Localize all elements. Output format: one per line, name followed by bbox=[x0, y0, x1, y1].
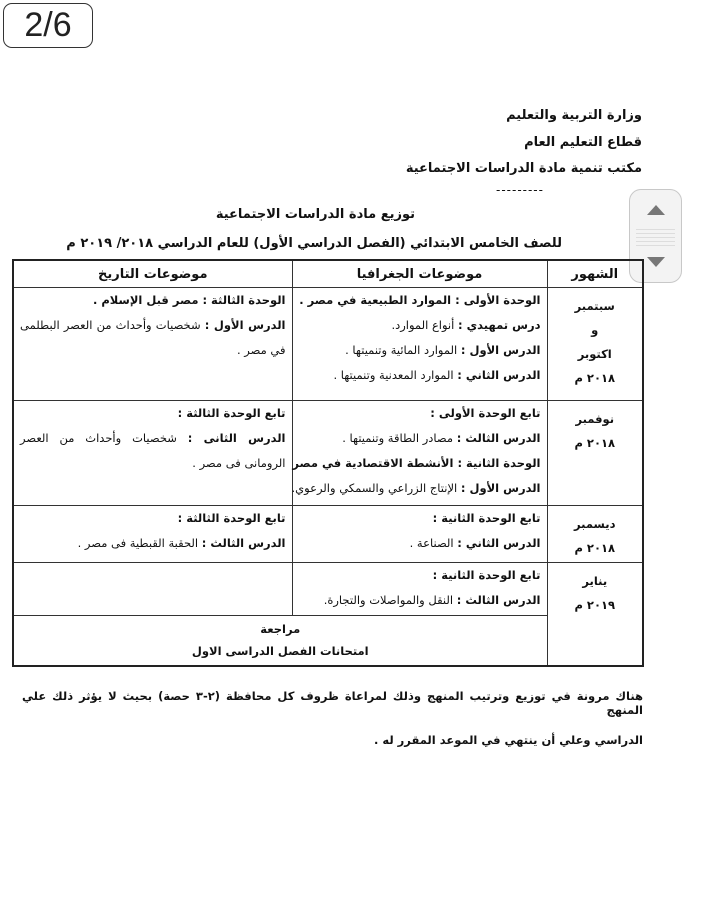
list-item: الدرس الثاني : الموارد المعدنية وتنميتها . bbox=[333, 368, 541, 382]
list-item: الدرس الأول : الموارد المائية وتنميتها . bbox=[345, 343, 541, 357]
document-subtitle: للصف الخامس الابتدائي (الفصل الدراسي الأول) للعام الدراسي ٢٠١٨/ ٢٠١٩ م bbox=[66, 236, 562, 251]
office-name: مكتب تنمية مادة الدراسات الاجتماعية bbox=[405, 161, 642, 176]
scroll-up-button[interactable] bbox=[630, 194, 681, 226]
geography-cell bbox=[292, 506, 547, 563]
list-item: الدرس الثاني : الصناعة . bbox=[409, 536, 541, 550]
list-item: الدرس الثالث : مصادر الطاقة وتنميتها . bbox=[342, 431, 541, 445]
table-row bbox=[13, 288, 643, 401]
month-label: و bbox=[591, 323, 599, 337]
table-row bbox=[13, 401, 643, 506]
curriculum-table bbox=[12, 259, 644, 667]
list-item: الدرس الثالث : النقل والمواصلات والتجارة. bbox=[323, 593, 541, 607]
footnote-line-1: هناك مرونة في توزيع وترتيب المنهج وذلك لمراعاة ظروف كل محافظة (٢-٣ حصة) بحيث لا يؤثر ذلك علي المنهج bbox=[22, 689, 643, 717]
month-cell bbox=[547, 506, 643, 563]
month-label: نوفمبر bbox=[575, 412, 615, 426]
month-label: ديسمبر bbox=[574, 517, 616, 531]
history-cell bbox=[13, 563, 292, 616]
chevron-down-icon bbox=[646, 256, 666, 268]
list-item: الوحدة الثالثة : مصر قبل الإسلام . bbox=[92, 293, 286, 307]
header-geography: موضوعات الجغرافيا bbox=[292, 260, 547, 288]
header-history: موضوعات التاريخ bbox=[13, 260, 292, 288]
document-title: توزيع مادة الدراسات الاجتماعية bbox=[215, 207, 415, 222]
list-item: الدرس الثانى : شخصيات وأحداث من العصر الرومانى فى مصر . bbox=[20, 431, 286, 470]
list-item: تابع الوحدة الثالثة : bbox=[177, 511, 286, 525]
month-cell bbox=[547, 288, 643, 401]
ministry-name: وزارة التربية والتعليم bbox=[506, 108, 642, 123]
month-label: يناير bbox=[582, 574, 608, 588]
month-cell bbox=[547, 401, 643, 506]
list-item: تابع الوحدة الثانية : bbox=[432, 568, 541, 582]
table-header-row bbox=[13, 260, 643, 288]
month-year: ٢٠١٨ م bbox=[574, 541, 615, 555]
list-item: الوحدة الثانية : الأنشطة الاقتصادية في مصر bbox=[292, 456, 541, 470]
month-label: اكتوبر bbox=[577, 347, 612, 361]
list-item: الدرس الأول : شخصيات وأحداث من العصر البطلمى في مصر . bbox=[20, 318, 286, 357]
month-label: سبتمبر bbox=[574, 299, 615, 313]
history-cell bbox=[13, 401, 292, 506]
list-item: تابع الوحدة الأولى : bbox=[430, 406, 541, 420]
review-cell bbox=[13, 616, 547, 666]
table-row bbox=[13, 506, 643, 563]
list-item: الدرس الثالث : الحقبة القبطية فى مصر . bbox=[77, 536, 286, 550]
month-year: ٢٠١٩ م bbox=[574, 598, 615, 612]
geography-cell bbox=[292, 563, 547, 616]
month-year: ٢٠١٨ م bbox=[574, 371, 615, 385]
month-cell bbox=[547, 563, 643, 666]
review-label: مراجعة bbox=[260, 622, 301, 637]
exams-label: امتحانات الفصل الدراسى الاول bbox=[191, 644, 369, 659]
list-item: الوحدة الأولى : الموارد الطبيعية في مصر . bbox=[299, 293, 541, 307]
sector-name: قطاع التعليم العام bbox=[524, 135, 642, 150]
scroll-grip[interactable] bbox=[636, 228, 675, 246]
table-row bbox=[13, 563, 643, 616]
history-cell bbox=[13, 288, 292, 401]
chevron-up-icon bbox=[646, 204, 666, 216]
history-cell bbox=[13, 506, 292, 563]
list-item: الدرس الأول : الإنتاج الزراعي والسمكي والرعوي. bbox=[291, 481, 541, 495]
list-item: تابع الوحدة الثانية : bbox=[432, 511, 541, 525]
header-separator: --------- bbox=[496, 183, 544, 197]
header-months: الشهور bbox=[547, 260, 643, 288]
month-year: ٢٠١٨ م bbox=[574, 436, 615, 450]
geography-cell bbox=[292, 288, 547, 401]
geography-cell bbox=[292, 401, 547, 506]
footnote-line-2: الدراسي وعلي أن ينتهي في الموعد المقرر له . bbox=[374, 733, 643, 747]
list-item: تابع الوحدة الثالثة : bbox=[177, 406, 286, 420]
list-item: درس تمهيدي : أنواع الموارد. bbox=[391, 318, 541, 332]
page-number-badge: 2/6 bbox=[3, 3, 93, 48]
